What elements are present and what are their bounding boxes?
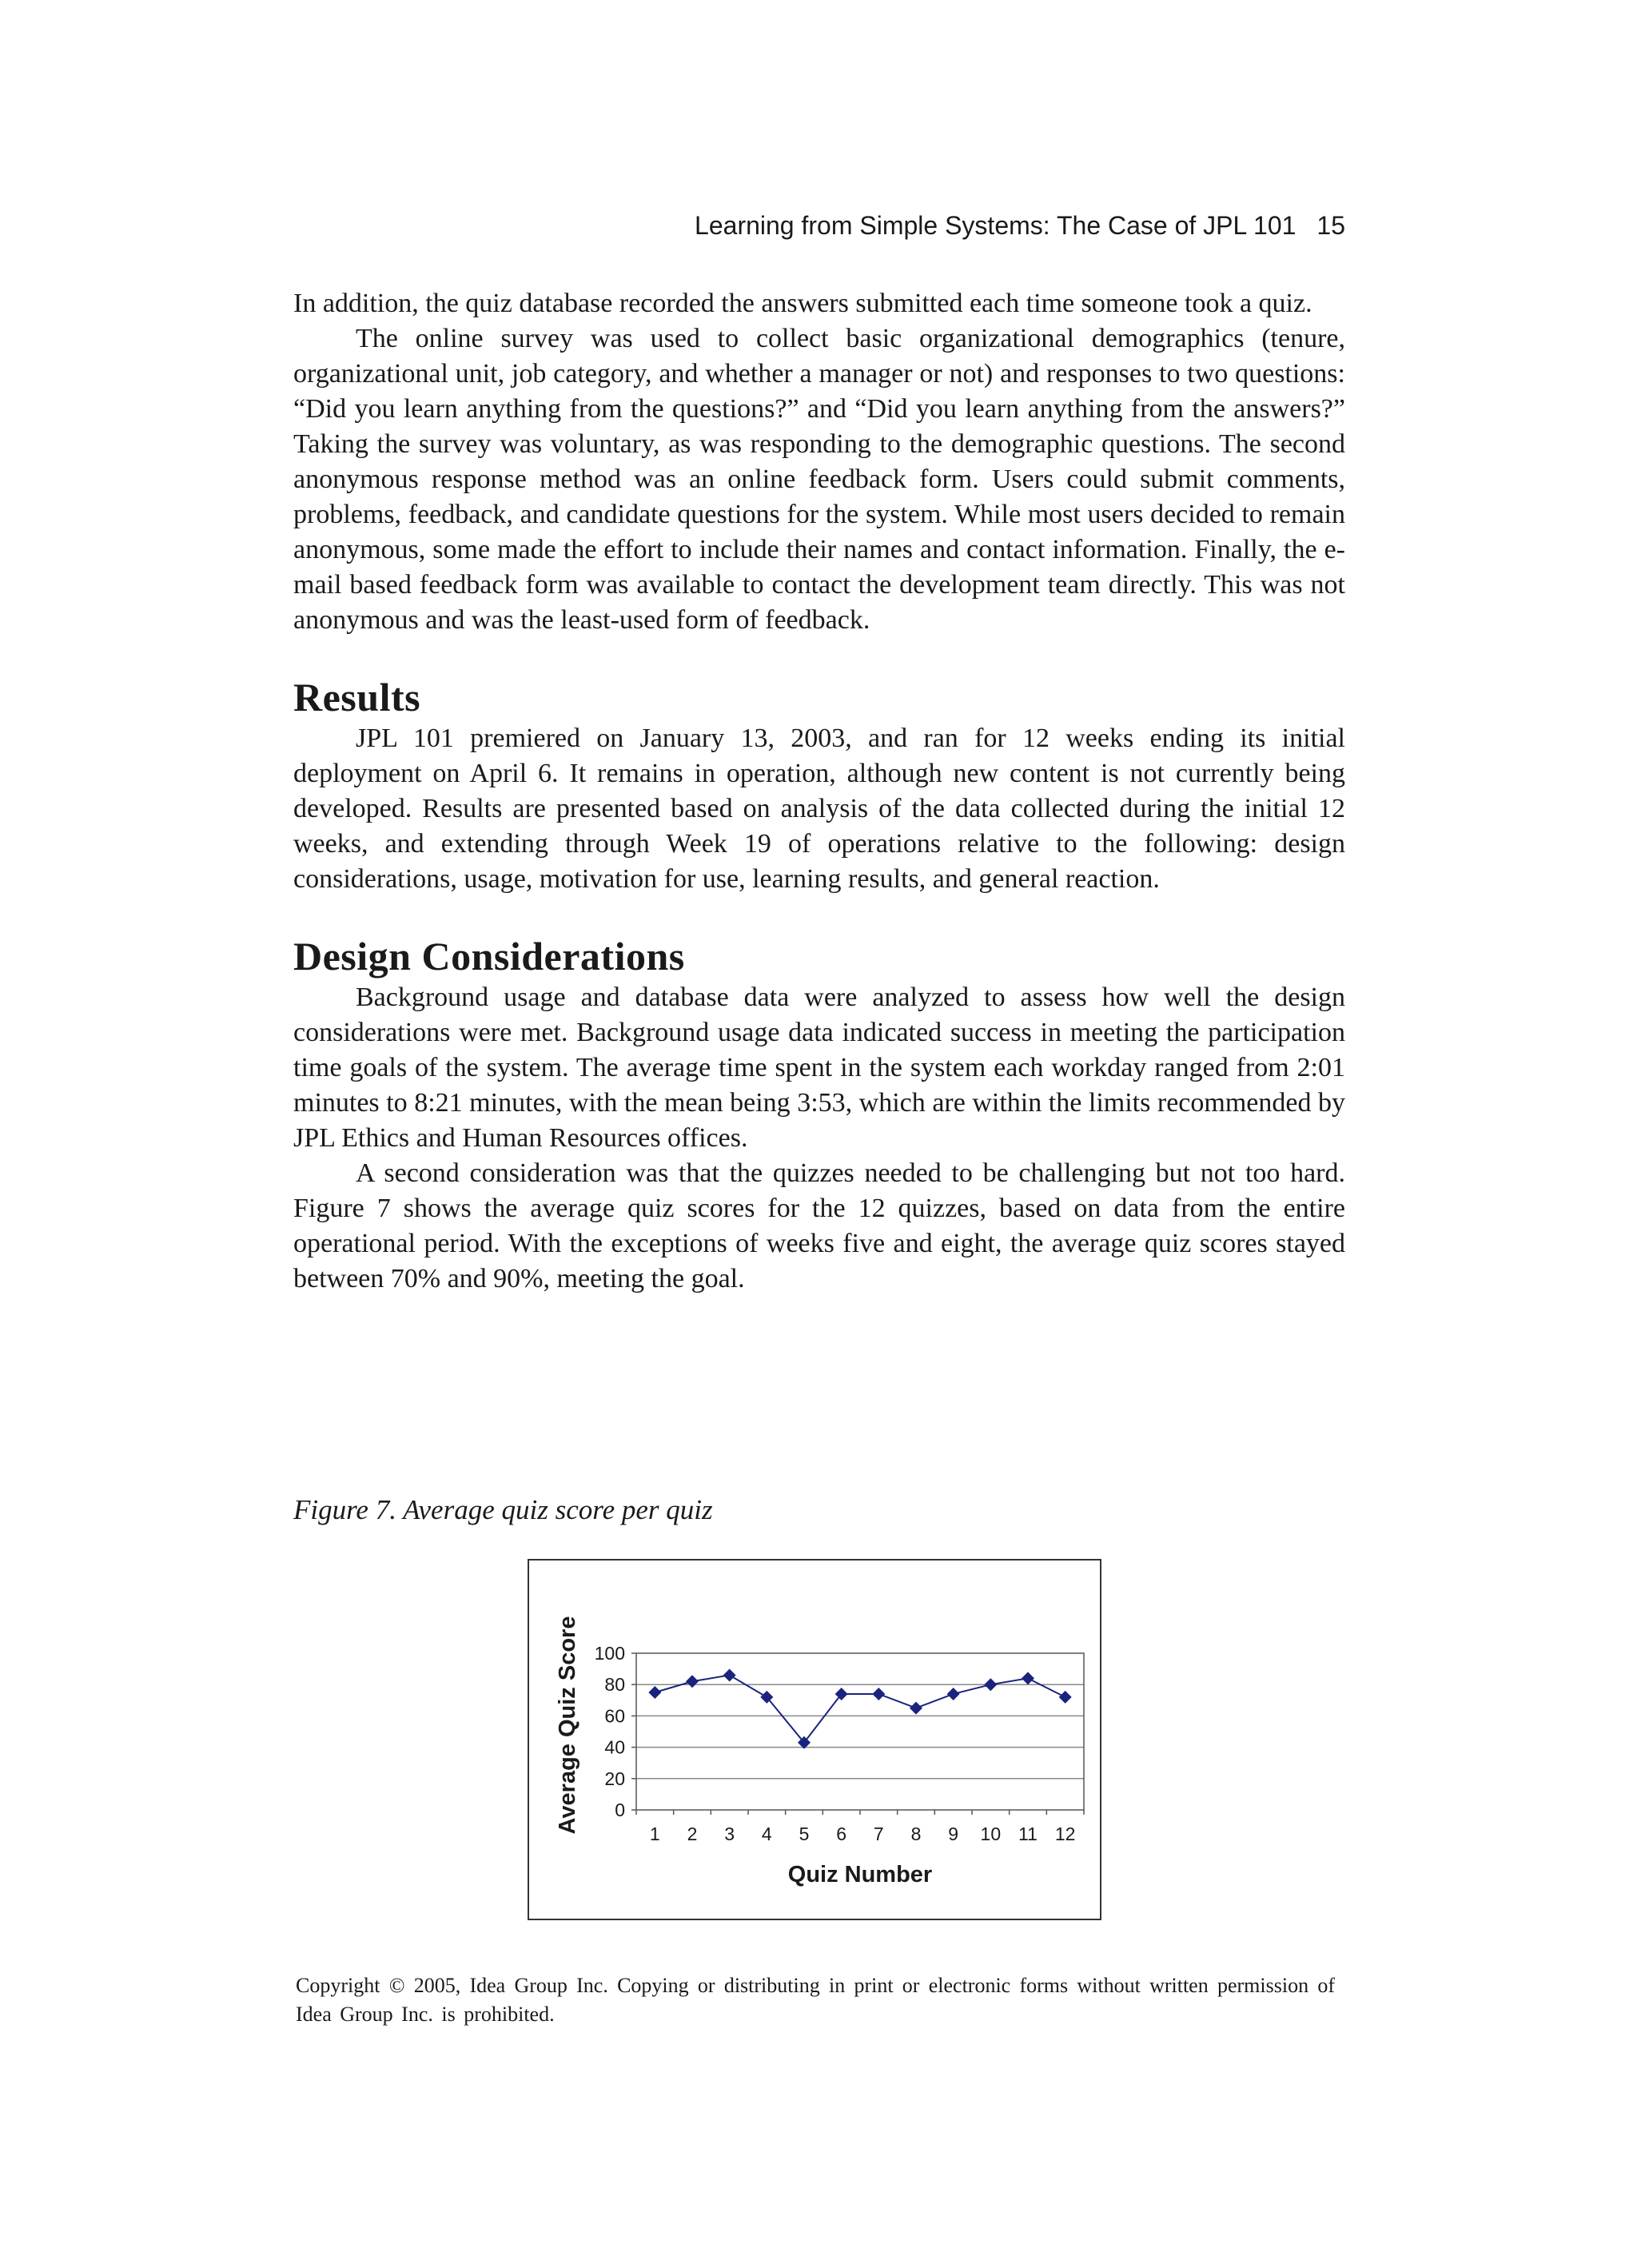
data-point-quiz-7 [872, 1688, 885, 1700]
paragraph-quiz-database: In addition, the quiz database recorded the answers submitted each time someone took a quiz. [293, 289, 1312, 318]
y-axis-ticks [595, 1643, 636, 1820]
data-point-quiz-6 [835, 1688, 848, 1700]
x-tick-label: 8 [910, 1824, 922, 1844]
data-point-quiz-3 [723, 1668, 736, 1681]
data-point-quiz-10 [984, 1678, 997, 1691]
x-tick-label: 6 [836, 1824, 847, 1844]
y-tick-label: 0 [615, 1800, 625, 1820]
paragraph-background-usage: Background usage and database data were analyzed to assess how well the design considerations were met. Background usage data indicated success in meeting the participation time goals of the system. The average time spent in the system each workday ranged from 2:01 minutes to 8:21 minutes, with the mean being 3:53, which are within the limits recommended by JPL Ethics and Human Resources offices. [293, 983, 1345, 1153]
quiz-score-line-chart [529, 1560, 1100, 1919]
x-tick-label: 11 [1018, 1824, 1038, 1844]
data-point-quiz-2 [686, 1675, 699, 1688]
plot-area-frame [636, 1653, 1084, 1810]
x-tick-label: 2 [687, 1824, 698, 1844]
running-title: Learning from Simple Systems: The Case of JPL 101 [695, 211, 1296, 240]
y-tick-label: 100 [594, 1643, 625, 1664]
paragraph-results: JPL 101 premiered on January 13, 2003, and ran for 12 weeks ending its initial deployment on April 6. It remains in operation, although new content is not currently being developed. Results are presented based on analysis of the data collected during the initial 12 weeks, and extending through Week 19 of operations relative to the following: design considerations, usage, motivation for use, learning results, and general reaction. [293, 723, 1345, 894]
body-text [293, 286, 1345, 1297]
x-tick-label: 1 [649, 1824, 660, 1844]
data-point-quiz-11 [1022, 1672, 1034, 1684]
y-tick-label: 40 [604, 1736, 625, 1758]
x-tick-label: 5 [799, 1824, 810, 1844]
data-point-quiz-1 [648, 1686, 661, 1699]
y-tick-label: 80 [604, 1674, 625, 1696]
series-markers [648, 1668, 1071, 1748]
data-point-quiz-12 [1059, 1691, 1072, 1704]
figure-caption: Figure 7. Average quiz score per quiz [293, 1494, 713, 1525]
y-axis-label: Average Quiz Score [555, 1616, 580, 1835]
y-tick-label: 20 [604, 1768, 625, 1789]
x-axis-label: Quiz Number [787, 1862, 933, 1887]
x-axis-ticks [636, 1810, 1084, 1844]
copyright-notice: Copyright © 2005, Idea Group Inc. Copying or distributing in print or electronic forms without written permission of Idea Group Inc. is prohibited. [296, 1974, 1335, 2026]
x-tick-label: 4 [761, 1824, 772, 1844]
running-header [293, 206, 1345, 245]
x-tick-label: 3 [724, 1824, 735, 1844]
chart-frame [528, 1559, 1101, 1920]
page-number: 15 [1316, 211, 1345, 240]
series-line [655, 1675, 1065, 1742]
data-point-quiz-9 [947, 1688, 960, 1700]
data-point-quiz-8 [910, 1702, 922, 1715]
x-tick-label: 9 [948, 1824, 959, 1844]
x-tick-label: 7 [873, 1824, 884, 1844]
paragraph-quiz-difficulty: A second consideration was that the quizzes needed to be challenging but not too hard. Figure 7 shows the average quiz scores for the 12 quizzes, based on data from the entire operational period. With the exceptions of weeks five and eight, the average quiz scores stayed between 70% and 90%, meeting the goal. [293, 1158, 1345, 1293]
x-tick-label: 12 [1054, 1824, 1076, 1844]
heading-design-considerations: Design Considerations [293, 934, 685, 979]
x-tick-label: 10 [980, 1824, 1002, 1844]
chart-gridlines [636, 1684, 1084, 1779]
heading-results: Results [293, 675, 421, 719]
y-tick-label: 60 [604, 1705, 625, 1727]
paragraph-online-survey: The online survey was used to collect basic organizational demographics (tenure, organizational unit, job category, and whether a manager or not) and responses to two questions: “Did you learn anything from the questions?” and “Did you learn anything from the answers?” Taking the survey was voluntary, as was responding to the demographic questions. The second anonymous response method was an online feedback form. Users could submit comments, problems, feedback, and candidate questions for the system. While most users decided to remain anonymous, some made the effort to include their names and contact information. Finally, the e-mail based feedback form was available to contact the development team directly. This was not anonymous and was the least-used form of feedback. [293, 324, 1345, 635]
